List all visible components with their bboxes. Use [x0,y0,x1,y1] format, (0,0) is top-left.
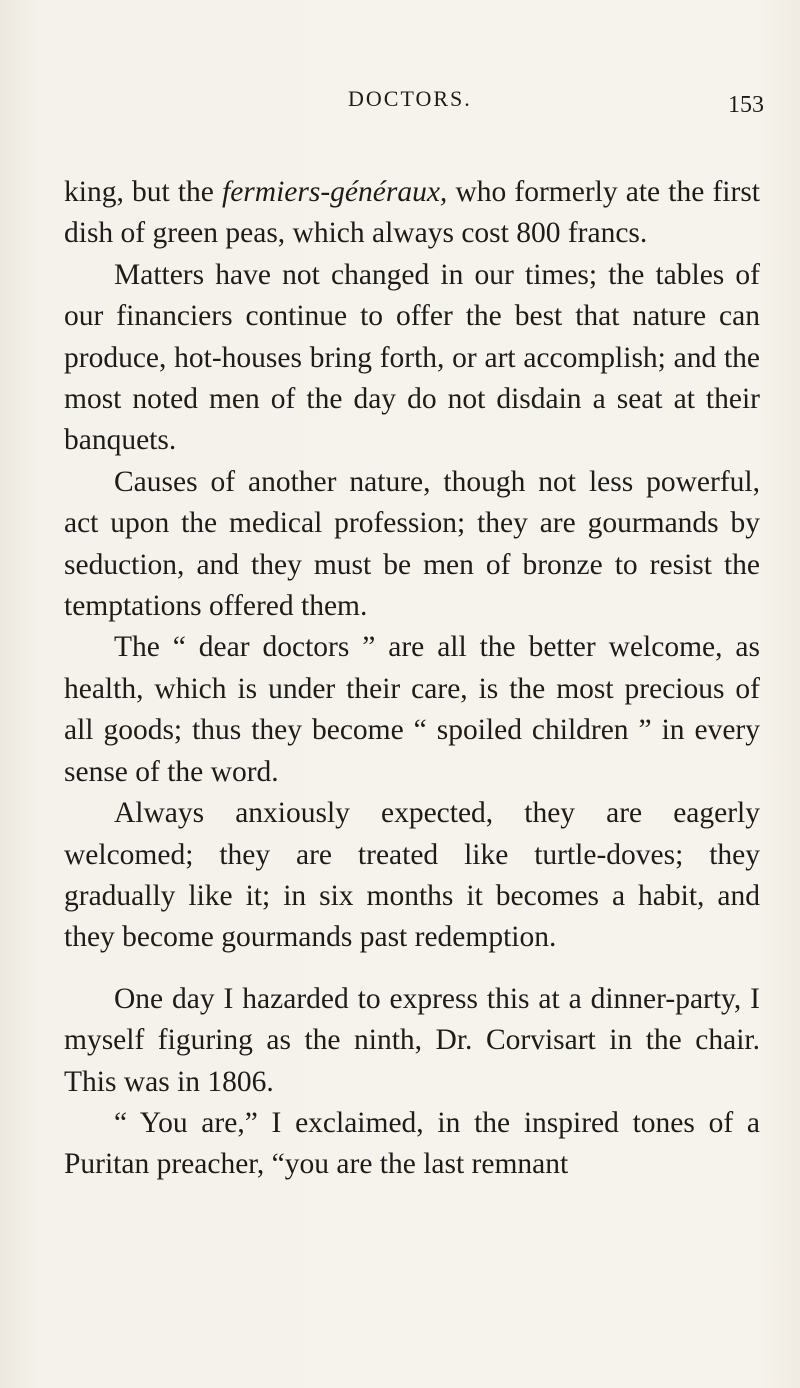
paragraph-text: who formerly ate the first dish of green peas, which always cost 800 francs. [64,176,761,250]
paragraph: “ You are,” I exclaimed, in the inspired tones of a Puritan preacher, “you are the last remnant [64,1106,760,1181]
running-head: DOCTORS. [348,86,472,111]
paragraph: Causes of another nature, though not less powerful, act upon the medical profession; they are gourmands by seduction, and they must be men of bronze to resist the temptations offered them. [64,465,760,623]
paragraph: Matters have not changed in our times; the tables of our financiers continue to offer the best that nature can produce, hot-houses bring forth, or art accomplish; and the most noted men of the day do not disdain a seat at their banquets. [64,258,760,457]
page-number: 153 [728,92,764,118]
italic-term: fermiers-généraux, [222,176,448,208]
paragraph: The “ dear doctors ” are all the better welcome, as health, which is under their care, is the most precious of all goods; thus they become “ spoiled children ” in every sense of the word. [64,631,760,788]
body-text [64,172,760,1186]
paragraph-text: king, but the [64,176,223,208]
paragraph: One day I hazarded to express this at a dinner-party, I myself figuring as the ninth, Dr. Corvisart in the chair. This was in 1806. [64,982,760,1098]
paragraph: Always anxiously expected, they are eagerly welcomed; they are treated like turtle-doves; they gradually like it; in six months it becomes a habit, and they become gourmands past redemption. [64,797,760,954]
paragraph-continuation [64,172,760,255]
page-header [0,60,800,120]
